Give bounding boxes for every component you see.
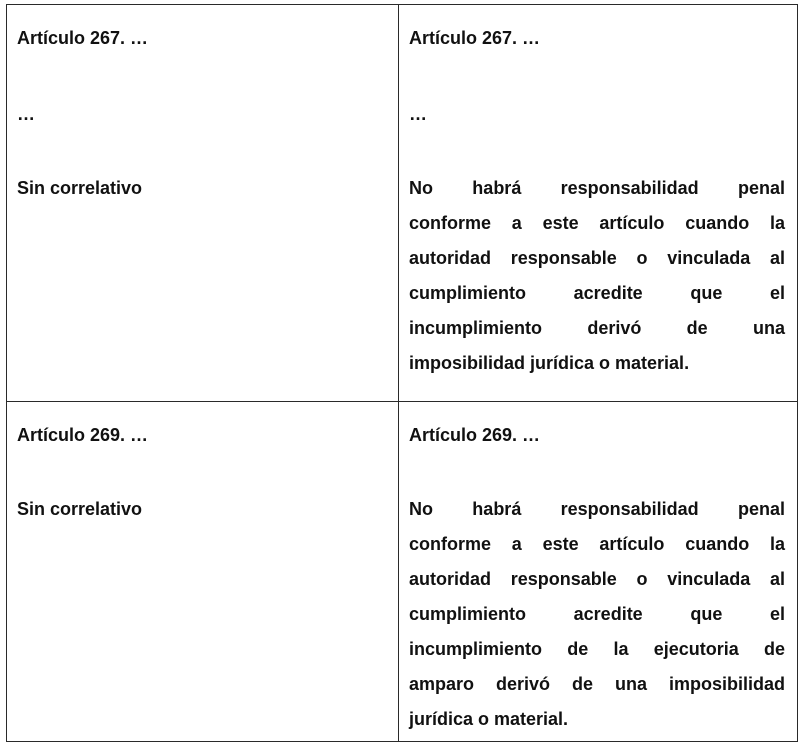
paragraph-line: No habrá responsabilidad penal xyxy=(409,499,785,519)
article-heading: Artículo 269. … xyxy=(17,425,149,445)
article-heading: Artículo 267. … xyxy=(17,28,149,48)
paragraph-line: jurídica o material. xyxy=(409,709,569,729)
paragraph-line: cumplimiento acredite que el xyxy=(409,283,785,303)
no-correlative-text: Sin correlativo xyxy=(17,178,143,198)
table-row xyxy=(7,5,798,402)
article-heading: Artículo 267. … xyxy=(409,28,541,48)
paragraph-line: cumplimiento acredite que el xyxy=(409,604,785,624)
ellipsis-text: … xyxy=(17,104,35,124)
paragraph-line: No habrá responsabilidad penal xyxy=(409,178,785,198)
paragraph-line: incumplimiento derivó de una xyxy=(409,318,785,338)
paragraph-line: amparo derivó de una imposibilidad xyxy=(409,674,785,694)
paragraph-line: conforme a este artículo cuando la xyxy=(409,534,785,554)
paragraph-line: autoridad responsable o vinculada al xyxy=(409,248,785,268)
table-cell-left xyxy=(7,5,399,402)
table-row xyxy=(7,402,798,742)
table-cell-right xyxy=(399,402,798,742)
article-paragraph xyxy=(409,171,785,381)
paragraph-line: incumplimiento de la ejecutoria de xyxy=(409,639,785,659)
article-heading: Artículo 269. … xyxy=(409,425,541,445)
ellipsis-text: … xyxy=(409,104,427,124)
paragraph-line: conforme a este artículo cuando la xyxy=(409,213,785,233)
article-paragraph xyxy=(409,492,785,737)
paragraph-line: autoridad responsable o vinculada al xyxy=(409,569,785,589)
paragraph-line: imposibilidad jurídica o material. xyxy=(409,353,690,373)
comparison-table xyxy=(6,4,798,742)
no-correlative-text: Sin correlativo xyxy=(17,499,143,519)
table-cell-left xyxy=(7,402,399,742)
table-cell-right xyxy=(399,5,798,402)
